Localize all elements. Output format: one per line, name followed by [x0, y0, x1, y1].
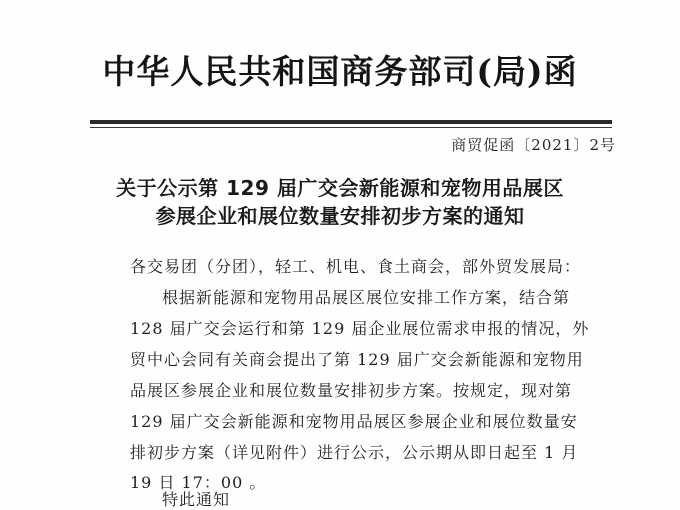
salutation: 各交易团（分团），轻工、机电、食土商会，部外贸发展局： [130, 257, 582, 276]
document-title-line-2: 参展企业和展位数量安排初步方案的通知 [155, 204, 525, 228]
body-line: 品展区参展企业和展位数量安排初步方案。按规定，现对第 [130, 381, 573, 400]
body-line: 128 届广交会运行和第 129 届企业展位需求申报的情况，外 [130, 319, 590, 338]
body-line: 贸中心会同有关商会提出了第 129 届广交会新能源和宠物用 [130, 350, 584, 369]
closing-text: 特此通知 [162, 490, 231, 509]
body-line: 129 届广交会新能源和宠物用品展区参展企业和展位数量安 [130, 412, 578, 431]
letterhead-title: 中华人民共和国商务部司(局)函 [102, 52, 578, 91]
document-number: 商贸促函〔2021〕2号 [451, 136, 616, 154]
document-title-line-1: 关于公示第 129 届广交会新能源和宠物用品展区 [116, 176, 564, 200]
body-line: 根据新能源和宠物用品展区展位安排工作方案，结合第 [162, 288, 571, 307]
letterhead-rule-thin [90, 127, 612, 128]
letterhead-rule-thick [90, 120, 612, 124]
body-line: 排初步方案（详见附件）进行公示，公示期从即日起至 1 月 [130, 443, 579, 462]
body-line: 19 日 17：00 。 [130, 473, 267, 492]
